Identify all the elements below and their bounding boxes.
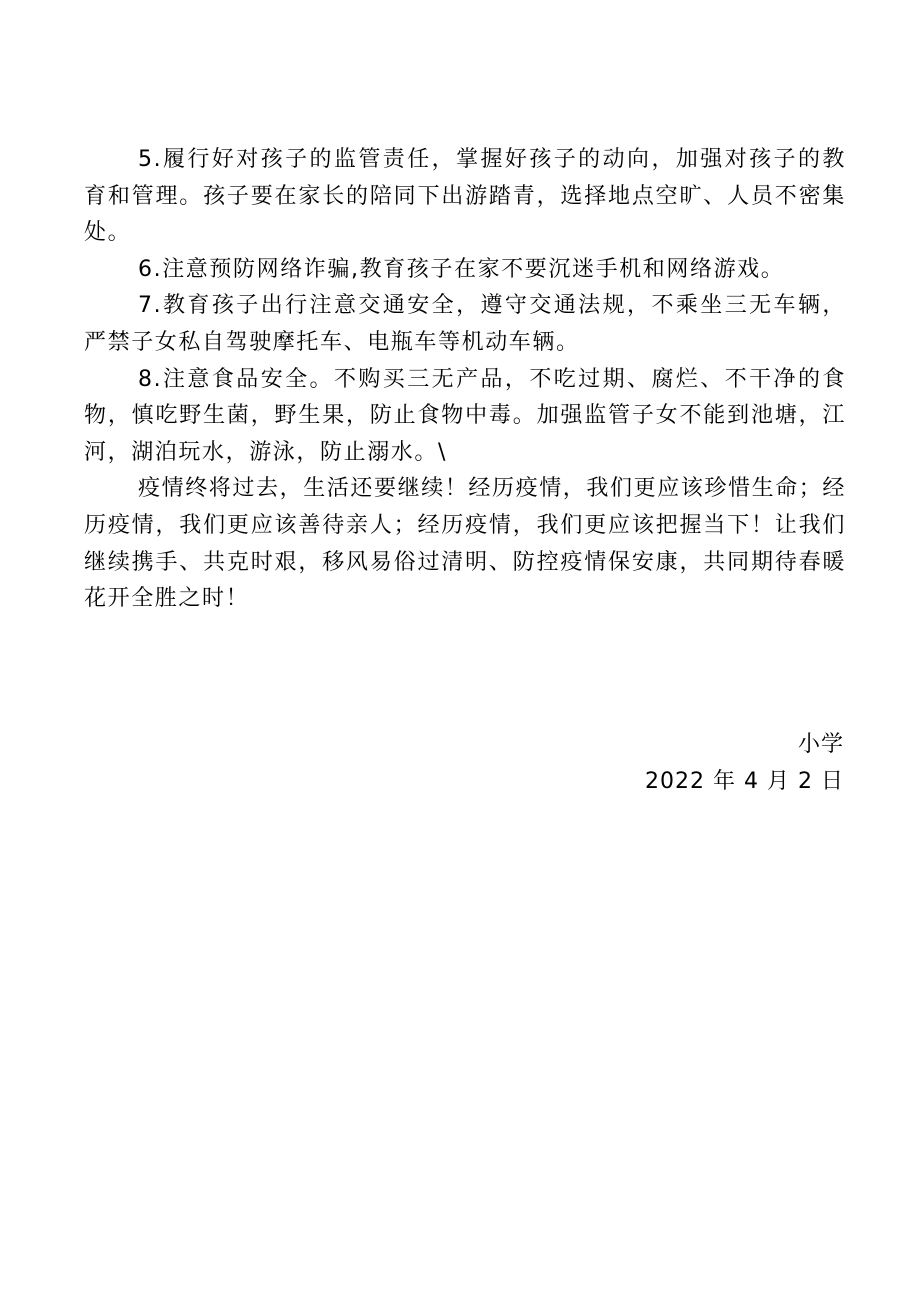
paragraph-item-5: 5.履行好对孩子的监管责任，掌握好孩子的动向，加强对孩子的教育和管理。孩子要在家长的陪同下出游踏青，选择地点空旷、人员不密集处。 <box>84 147 846 246</box>
paragraph-item-8: 8.注意食品安全。不购买三无产品，不吃过期、腐烂、不干净的食物，慎吃野生菌，野生果，防止食物中毒。加强监管子女不能到池塘，江河，湖泊玩水，游泳，防止溺水。\ <box>84 366 846 465</box>
signature-organization: 小学 <box>797 732 844 757</box>
closing-paragraph: 疫情终将过去，生活还要继续！经历疫情，我们更应该珍惜生命；经历疫情，我们更应该善待亲人；经历疫情，我们更应该把握当下！让我们继续携手、共克时艰，移风易俗过清明、防控疫情保安康，共同期待春暖花开全胜之时！ <box>84 476 847 612</box>
paragraph-item-7: 7.教育孩子出行注意交通安全，遵守交通法规，不乘坐三无车辆，严禁子女私自驾驶摩托车、电瓶车等机动车辆。 <box>84 293 846 355</box>
signature-date: 2022 年 4 月 2 日 <box>645 769 844 794</box>
document-body <box>84 142 846 618</box>
paragraph-item-6: 6.注意预防网络诈骗,教育孩子在家不要沉迷手机和网络游戏。 <box>138 256 785 282</box>
signature-block <box>645 726 844 800</box>
